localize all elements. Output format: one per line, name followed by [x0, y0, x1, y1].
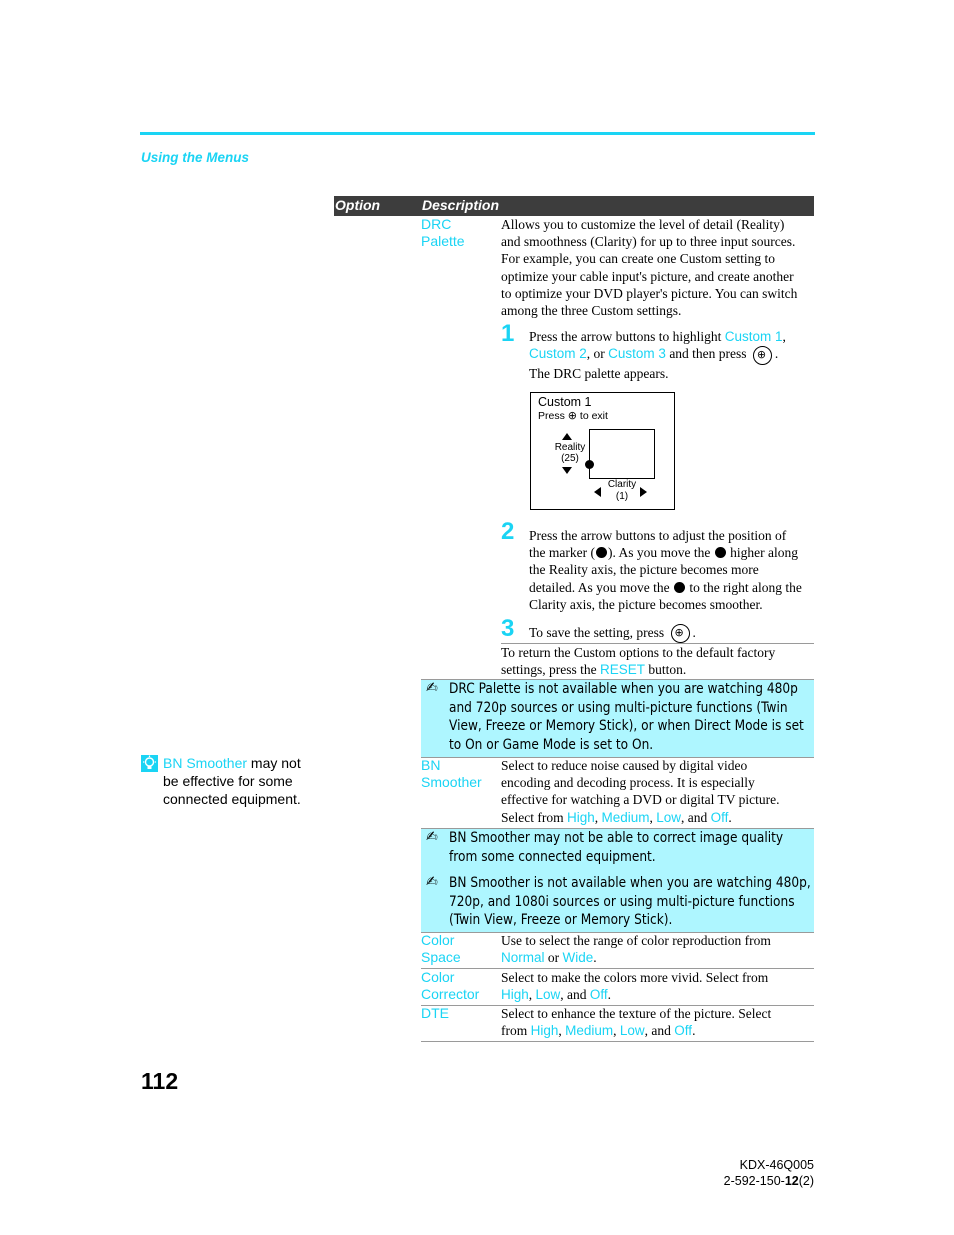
option-drc-palette: DRC Palette [421, 216, 465, 249]
option-color-space: Color Space [421, 932, 461, 965]
clarity-right-arrow-icon [640, 487, 647, 497]
model-number: KDX-46Q005 [739, 1158, 814, 1172]
palette-exit-hint: Press ⊕ to exit [538, 409, 608, 422]
reality-label: Reality (25) [554, 442, 586, 464]
palette-marker [585, 460, 594, 469]
drc-intro: Allows you to customize the level of detail (Reality) and smoothness (Clarity) for up to three input sources. For example, you can create one Custom setting to optimize your cable input's picture, and create another to optimize your DVD player's picture. You can switch among the three Custom settings. [501, 217, 798, 319]
option-dte: DTE [421, 1005, 449, 1021]
header-option: Option [335, 197, 381, 213]
dte-description: Select to enhance the texture of the picture. Select from High, Medium, Low, and Off. [501, 1006, 772, 1039]
note-pencil-icon: ✍ [426, 680, 438, 696]
palette-grid [589, 429, 655, 479]
table-header [334, 196, 814, 216]
drc-note: ✍ DRC Palette is not available when you are watching 480p and 720p sources or using multi-picture functions (Twin View, Freeze or Memory Stick), or when Direct Mode is set to On or Game Mode is set to On. [421, 679, 814, 758]
step-2-text: Press the arrow buttons to adjust the position of the marker ( ). As you move the higher along the Reality axis, the picture becomes more detailed. As you move the to the right along the Clarity axis, the picture becomes smoother. [529, 528, 802, 612]
palette-title: Custom 1 [538, 395, 592, 409]
reality-up-arrow-icon [562, 433, 572, 440]
clarity-left-arrow-icon [594, 487, 601, 497]
tip-lightbulb-icon [141, 755, 158, 772]
reset-instructions: To return the Custom options to the default factory settings, press the RESET button. [501, 645, 776, 678]
select-button-icon [671, 624, 690, 643]
document-code: 2-592-150-12(2) [723, 1174, 814, 1188]
top-rule [140, 132, 815, 135]
reality-down-arrow-icon [562, 467, 572, 474]
step-3-number: 3 [501, 615, 515, 642]
step-1-text: Press the arrow buttons to highlight Custom 1, Custom 2, or Custom 3 and then press ⊕ . The DRC palette appears. [529, 328, 819, 382]
marker-icon [674, 582, 685, 593]
header-description: Description [422, 197, 500, 213]
joystick-icon: ⊕ [567, 409, 577, 422]
section-title: Using the Menus [141, 150, 250, 165]
option-color-corrector: Color Corrector [421, 969, 480, 1002]
option-bn-smoother: BN Smoother [421, 757, 482, 790]
note-pencil-icon: ✍ [426, 829, 438, 845]
color-space-description: Use to select the range of color reproduction from Normal or Wide. [501, 933, 771, 966]
step-1-number: 1 [501, 320, 515, 347]
divider [421, 1041, 814, 1042]
bn-description: Select to reduce noise caused by digital video encoding and decoding process. It is especially effective for watching a DVD or digital TV picture. Select from High, Medium, Low, and Off. [501, 758, 780, 825]
select-button-icon [753, 346, 772, 365]
marker-icon [715, 547, 726, 558]
footer [724, 1157, 814, 1189]
page-number: 112 [141, 1068, 179, 1094]
note-pencil-icon: ✍ [426, 874, 438, 890]
marker-icon [596, 547, 607, 558]
step-2-number: 2 [501, 518, 515, 545]
color-corrector-description: Select to make the colors more vivid. Select from High, Low, and Off. [501, 970, 769, 1003]
bn-notes: ✍ BN Smoother may not be able to correct image quality from some connected equipment. ✍ BN Smoother is not available when you are watching 480p, 720p, and 1080i sources or using multi-picture functions (Twin View, Freeze or Memory Stick). [421, 828, 814, 933]
clarity-label: Clarity (1) [607, 479, 637, 502]
tip-text: BN Smoother may not be effective for some connected equipment. [163, 755, 301, 807]
step-3-text: To save the setting, press ⊕ . [529, 624, 819, 643]
